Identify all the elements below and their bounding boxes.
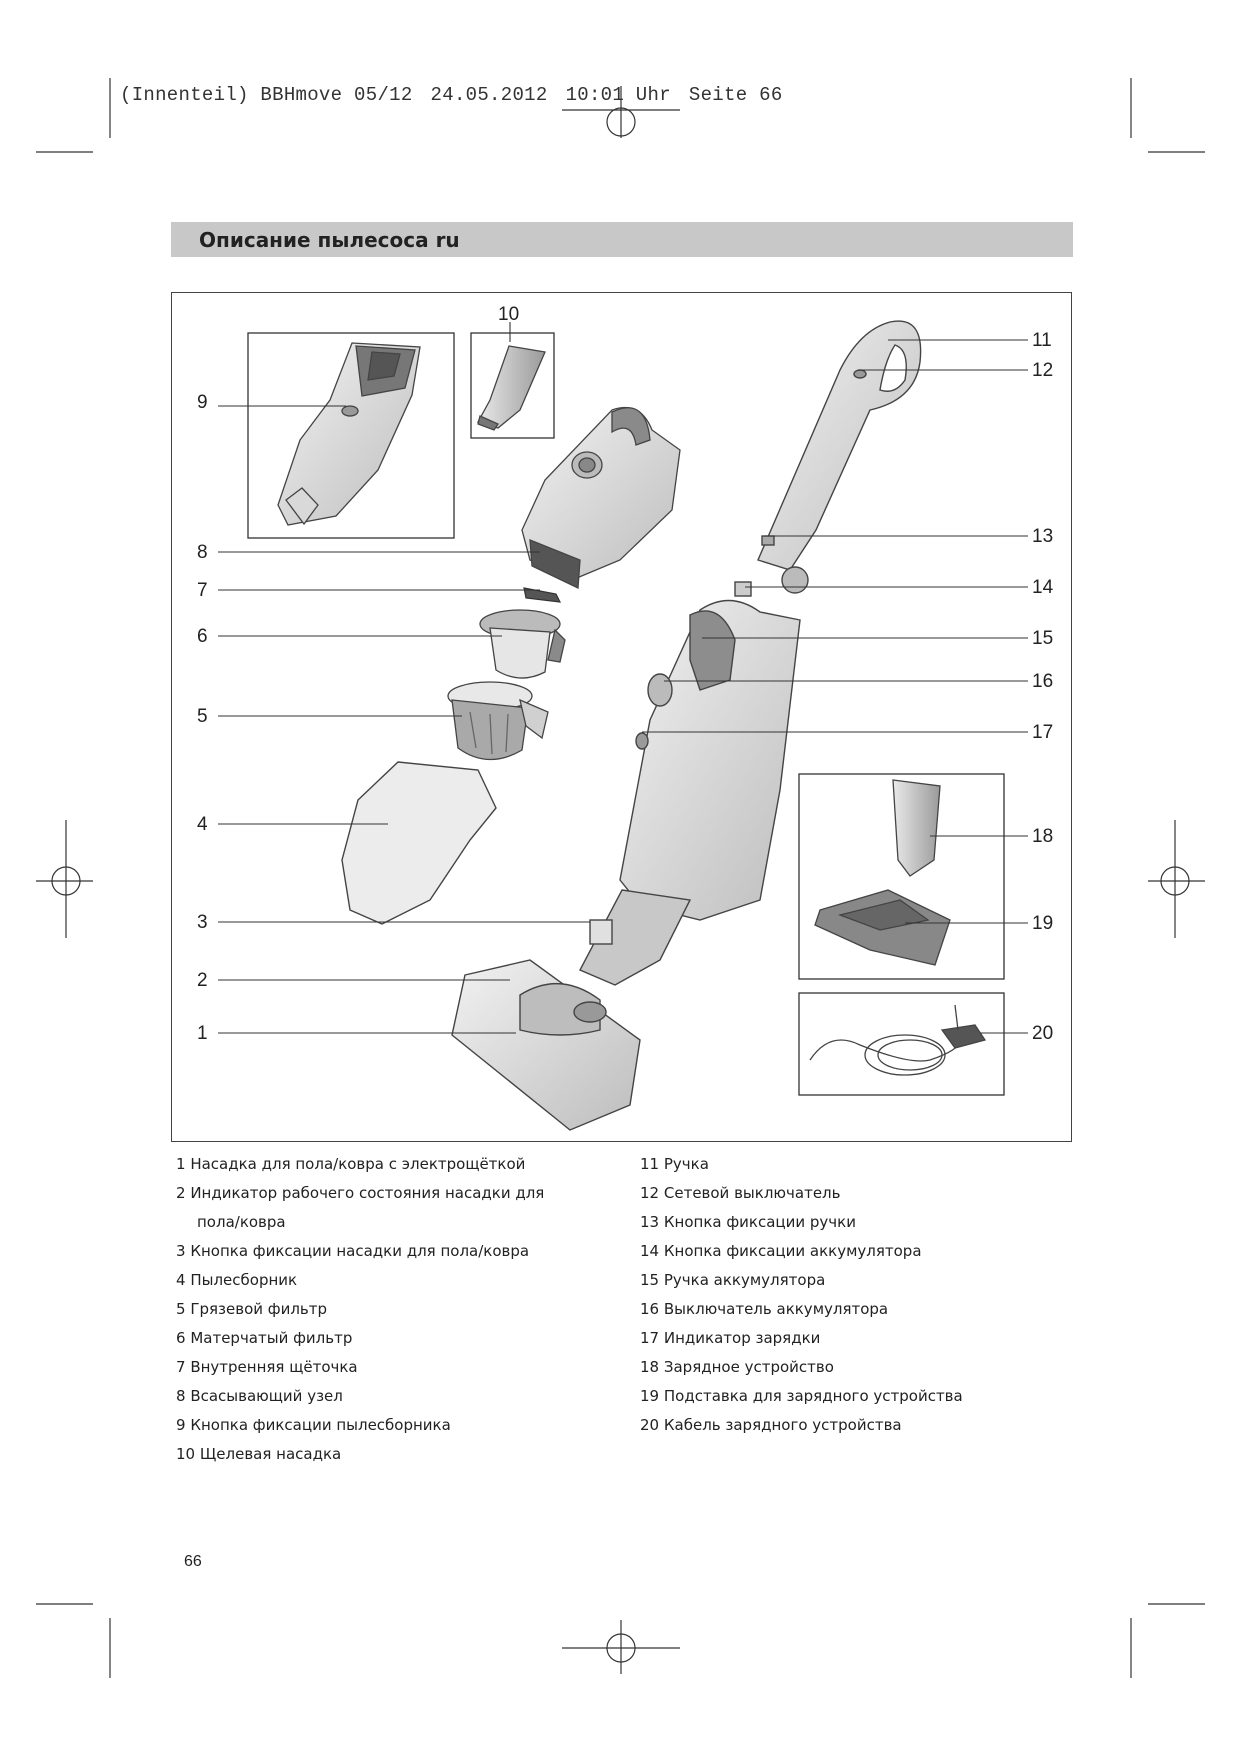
page-number: 66	[184, 1553, 202, 1570]
legend-text: Пылесборник	[190, 1271, 298, 1289]
print-header-date: 24.05.2012	[430, 84, 548, 106]
legend-text: Зарядное устройство	[663, 1358, 834, 1376]
legend-text: Кнопка фиксации пылесборника	[190, 1416, 451, 1434]
legend-item	[176, 1358, 358, 1376]
legend-item	[176, 1155, 525, 1173]
legend-num: 14	[640, 1242, 660, 1260]
callout-8: 8	[197, 542, 208, 563]
callout-3: 3	[197, 912, 208, 933]
print-header-page: Seite 66	[688, 84, 783, 106]
legend-text: Кабель зарядного устройства	[663, 1416, 902, 1434]
legend-text: Грязевой фильтр	[190, 1300, 328, 1318]
legend-text: пола/ковра	[197, 1213, 286, 1231]
legend-text: Подставка для зарядного устройства	[663, 1387, 963, 1405]
print-header-file: (Innenteil) BBHmove 05/12	[120, 84, 413, 106]
callout-17: 17	[1032, 722, 1054, 743]
legend-text: Щелевая насадка	[199, 1445, 342, 1463]
legend-num: 20	[640, 1416, 660, 1434]
legend-num: 4	[176, 1271, 186, 1289]
section-title: Описание пылесоса ru	[199, 228, 460, 252]
legend-text: Кнопка фиксации насадки для пола/ковра	[190, 1242, 530, 1260]
legend-item	[640, 1387, 963, 1405]
legend-item	[640, 1271, 825, 1289]
callout-15: 15	[1032, 628, 1054, 649]
callout-1: 1	[197, 1023, 208, 1044]
print-header-time: 10:01 Uhr	[565, 84, 671, 106]
callout-19: 19	[1032, 913, 1054, 934]
legend-item	[640, 1213, 856, 1231]
legend-num: 12	[640, 1184, 660, 1202]
legend-num: 2	[176, 1184, 186, 1202]
legend-item	[176, 1184, 544, 1202]
legend-text: Кнопка фиксации ручки	[663, 1213, 856, 1231]
legend-item	[176, 1445, 341, 1463]
callout-13: 13	[1032, 526, 1054, 547]
legend-num: 6	[176, 1329, 186, 1347]
charger-cable-drawing	[810, 1005, 985, 1075]
legend-item	[176, 1271, 297, 1289]
legend-num: 17	[640, 1329, 660, 1347]
legend-text: Выключатель аккумулятора	[663, 1300, 889, 1318]
legend-item	[640, 1155, 709, 1173]
legend-item	[640, 1242, 922, 1260]
legend-num: 13	[640, 1213, 660, 1231]
dust-container-inset-drawing	[278, 343, 420, 525]
legend-text: Внутренняя щёточка	[190, 1358, 358, 1376]
callout-16: 16	[1032, 671, 1054, 692]
legend-num: 5	[176, 1300, 186, 1318]
callout-7: 7	[197, 580, 208, 601]
legend-item	[640, 1358, 834, 1376]
callout-14: 14	[1032, 577, 1054, 598]
charging-station-drawing	[815, 780, 950, 965]
callout-5: 5	[197, 706, 208, 727]
legend-text: Насадка для пола/ковра с электрощёткой	[190, 1155, 526, 1173]
callout-4: 4	[197, 814, 208, 835]
legend-item	[176, 1329, 352, 1347]
legend-num: 11	[640, 1155, 660, 1173]
legend-num: 15	[640, 1271, 660, 1289]
dust-container-drawing	[342, 762, 496, 924]
callout-2: 2	[197, 970, 208, 991]
callout-11: 11	[1032, 330, 1052, 351]
legend-item	[176, 1242, 529, 1260]
legend-item	[176, 1387, 343, 1405]
dirt-filter-drawing	[448, 682, 548, 760]
legend-text: Индикатор зарядки	[663, 1329, 821, 1347]
legend-text: Индикатор рабочего состояния насадки для	[190, 1184, 545, 1202]
legend-item	[176, 1300, 327, 1318]
legend-num: 19	[640, 1387, 660, 1405]
callout-20: 20	[1032, 1023, 1054, 1044]
legend-num: 18	[640, 1358, 660, 1376]
legend-num: 3	[176, 1242, 186, 1260]
legend-num: 1	[176, 1155, 186, 1173]
inset-box-charger-cable	[799, 993, 1004, 1095]
legend-item	[197, 1213, 286, 1231]
legend-item	[640, 1329, 820, 1347]
legend-text: Всасывающий узел	[190, 1387, 343, 1405]
cloth-filter-drawing	[480, 610, 565, 678]
legend-item	[640, 1416, 902, 1434]
legend-item	[640, 1184, 840, 1202]
legend-num: 9	[176, 1416, 186, 1434]
legend-item	[640, 1300, 888, 1318]
crevice-tool-drawing	[478, 346, 545, 430]
callout-9: 9	[197, 392, 208, 413]
legend-num: 8	[176, 1387, 186, 1405]
legend-num: 10	[176, 1445, 196, 1463]
callout-6: 6	[197, 626, 208, 647]
callout-12: 12	[1032, 360, 1054, 381]
callout-10: 10	[498, 304, 520, 325]
suction-unit-drawing	[522, 408, 680, 589]
legend-text: Матерчатый фильтр	[190, 1329, 353, 1347]
legend-item	[176, 1416, 451, 1434]
legend-text: Ручка	[663, 1155, 709, 1173]
legend-text: Ручка аккумулятора	[663, 1271, 826, 1289]
legend-num: 16	[640, 1300, 660, 1318]
legend-text: Сетевой выключатель	[663, 1184, 841, 1202]
callout-18: 18	[1032, 826, 1054, 847]
legend-num: 7	[176, 1358, 186, 1376]
legend-text: Кнопка фиксации аккумулятора	[663, 1242, 922, 1260]
